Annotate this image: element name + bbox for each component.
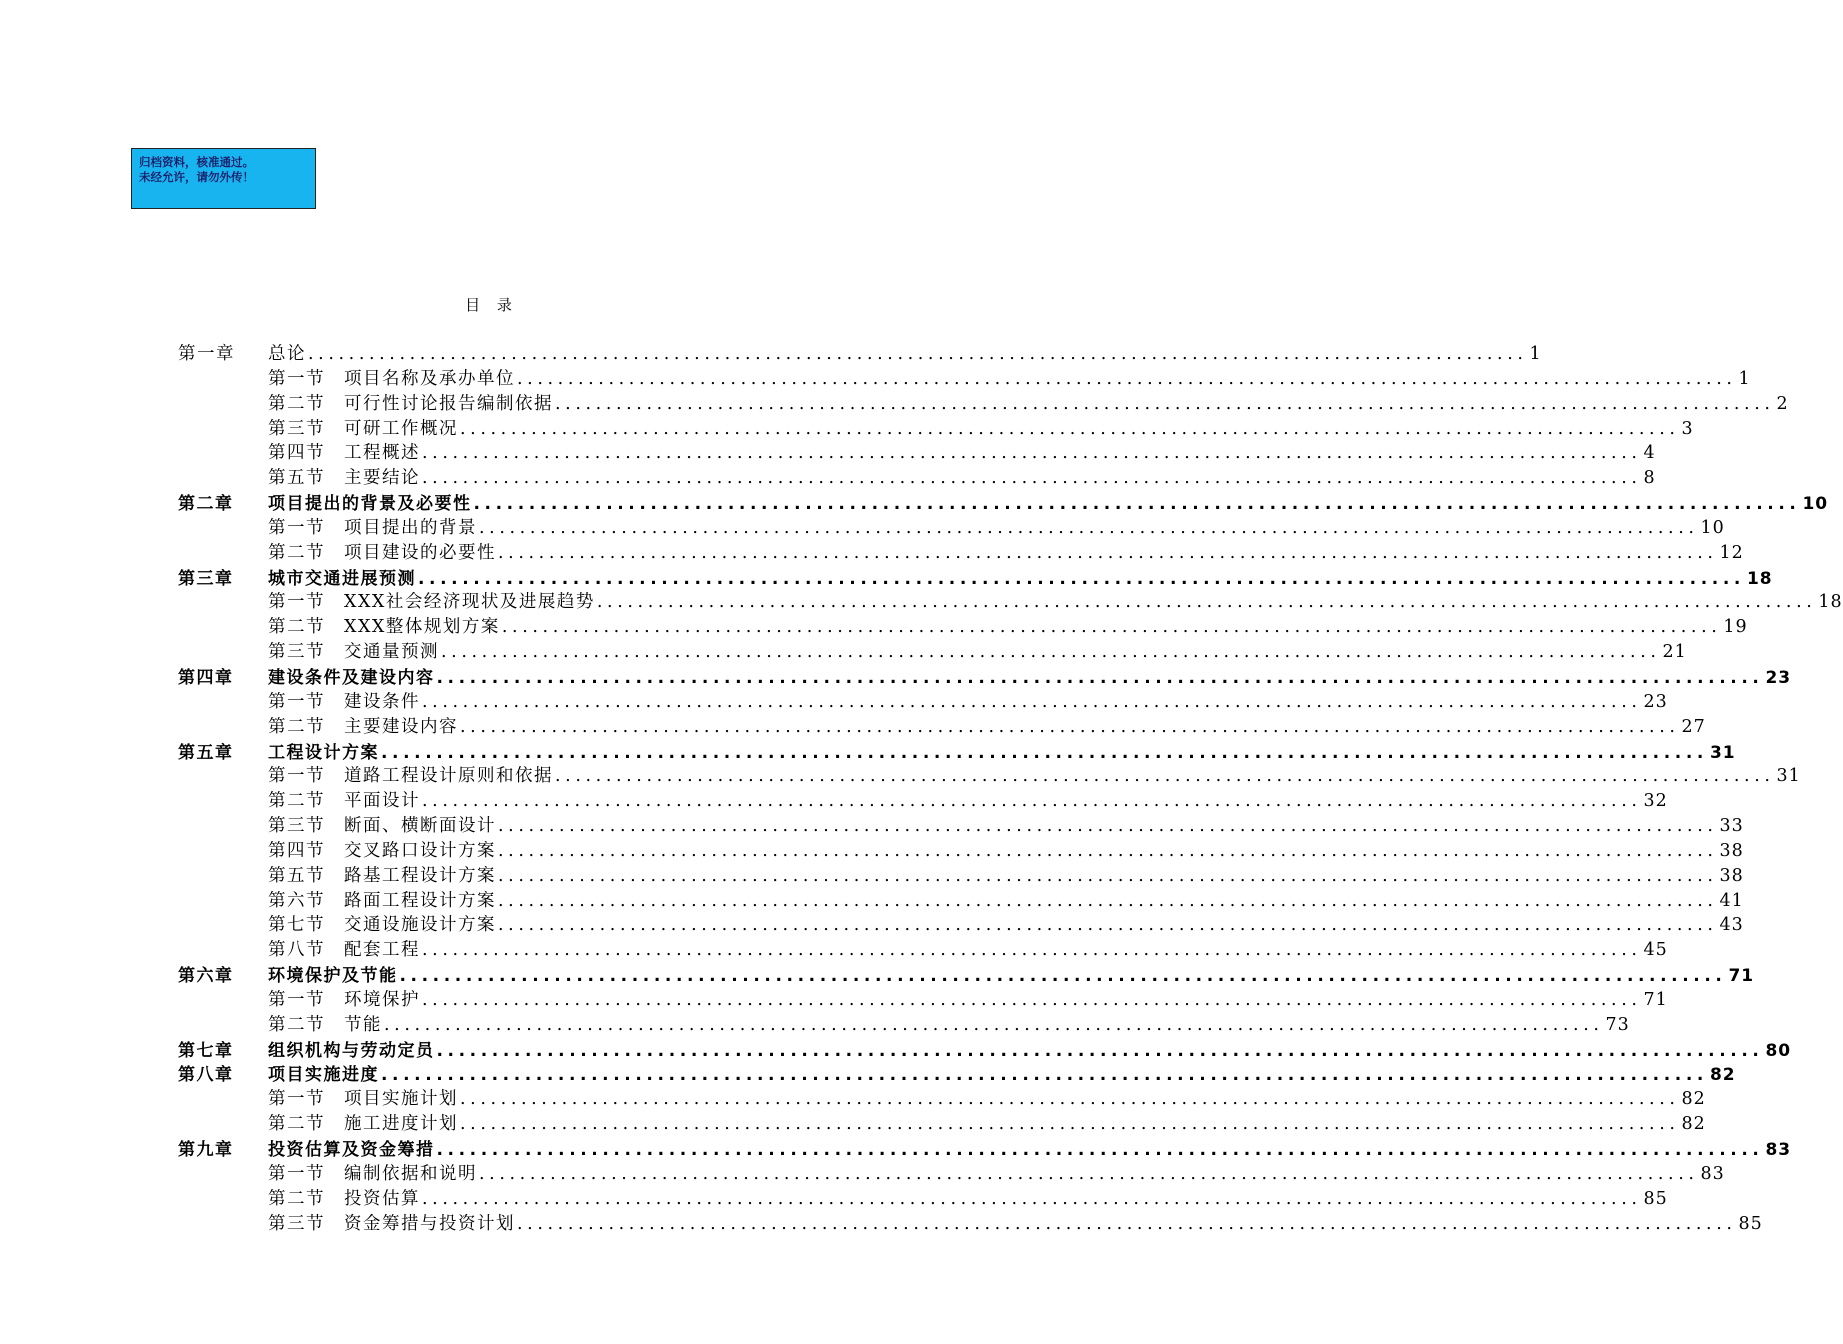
toc-section-entry[interactable] [178,1110,1706,1135]
toc-entry-title: 编制依据和说明 [344,1163,477,1184]
toc-entry-page: 85 [1738,1213,1763,1234]
toc-leader-dots: ........................................................................................................................ [498,840,1718,861]
toc-leader-dots: ........................................................................................................................ [436,667,1764,688]
toc-entry-page: 27 [1681,716,1706,737]
toc-entry-number: 第二节 [268,1114,325,1135]
toc-entry-page: 23 [1643,691,1668,712]
toc-leader-dots: ........................................................................................................................ [517,1213,1737,1234]
toc-leader-dots: ........................................................................................................................ [498,890,1718,911]
toc-entry-number: 第三节 [268,1213,325,1234]
toc-entry-number: 第三节 [268,816,325,837]
toc-section-entry[interactable] [178,613,1748,638]
toc-title: 目 录 [465,296,518,314]
toc-leader-dots: ........................................................................................................................ [422,443,1642,464]
toc-leader-dots: ........................................................................................................................ [479,517,1699,538]
toc-entry-page: 82 [1681,1114,1706,1135]
toc-section-entry[interactable] [178,1160,1725,1185]
toc-entry-number: 第五章 [178,742,234,763]
toc-entry-page: 32 [1643,791,1668,812]
toc-entry-title: 主要结论 [344,468,420,489]
toc-entry-number: 第一章 [178,344,235,364]
toc-entry-page: 18 [1746,568,1773,589]
toc-leader-dots: ........................................................................................................................ [460,1089,1680,1110]
toc-entry-number: 第一节 [268,1089,325,1110]
toc-section-entry[interactable] [178,390,1789,415]
toc-leader-dots: ........................................................................................................................ [479,1163,1699,1184]
toc-entry-number: 第一节 [268,691,325,712]
toc-section-entry[interactable] [178,936,1668,961]
toc-chapter-entry[interactable] [178,961,1755,987]
toc-entry-number: 第八章 [178,1065,234,1086]
toc-leader-dots: ........................................................................................................................ [441,642,1661,663]
toc-entry-number: 第一节 [268,766,325,787]
toc-entry-page: 12 [1719,542,1744,563]
toc-entry-title: 平面设计 [344,791,420,812]
toc-entry-number: 第四节 [268,840,325,861]
toc-section-entry[interactable] [178,464,1656,489]
toc-entry-title: 项目提出的背景 [344,517,477,538]
toc-entry-number: 第七章 [178,1040,234,1061]
toc-leader-dots: ........................................................................................................................ [473,494,1801,515]
toc-entry-page: 23 [1765,667,1792,688]
toc-entry-page: 38 [1719,865,1744,886]
toc-entry-number: 第二节 [268,542,325,563]
toc-entry-page: 8 [1643,468,1656,489]
toc-entry-title: 建设条件及建设内容 [268,667,435,688]
toc-chapter-entry[interactable] [178,738,1736,763]
toc-leader-dots: ........................................................................................................................ [501,617,1722,638]
toc-chapter-entry[interactable] [178,1135,1792,1160]
toc-entry-number: 第八节 [268,940,325,961]
toc-entry-page: 82 [1709,1065,1736,1086]
toc-section-entry[interactable] [178,812,1744,837]
toc-entry-page: 83 [1765,1140,1792,1160]
toc-entry-title: 工程概述 [344,443,420,464]
toc-section-entry[interactable] [178,439,1656,464]
toc-entry-number: 第九章 [178,1140,234,1160]
toc-entry-number: 第六章 [178,966,234,987]
toc-entry-title: 组织机构与劳动定员 [268,1040,435,1061]
toc-entry-number: 第一节 [268,517,325,538]
watermark-stamp [131,148,316,209]
toc-entry-page: 18 [1818,592,1843,613]
toc-section-entry[interactable] [178,588,1843,613]
toc-entry-page: 85 [1643,1188,1668,1209]
toc-entry-page: 71 [1728,966,1755,987]
toc-entry-title: 节能 [344,1014,382,1035]
toc-entry-page: 10 [1802,494,1829,515]
toc-chapter-entry[interactable] [178,489,1829,515]
toc-entry-page: 33 [1719,816,1744,837]
toc-entry-number: 第五节 [268,865,325,886]
toc-entry-title: 可研工作概况 [344,418,458,439]
toc-entry-page: 2 [1776,393,1789,414]
toc-entry-page: 10 [1700,517,1725,538]
toc-leader-dots: ........................................................................................................................ [422,791,1642,812]
toc-entry-title: 资金筹措与投资计划 [344,1213,515,1234]
toc-entry-number: 第六节 [268,890,325,911]
toc-entry-page: 31 [1709,742,1736,763]
toc-entry-title: 交通量预测 [344,642,439,663]
toc-entry-number: 第四节 [268,443,325,464]
toc-leader-dots: ........................................................................................................................ [399,966,1727,987]
toc-entry-title: 总论 [268,344,306,364]
toc-leader-dots: ........................................................................................................................ [498,816,1718,837]
toc-leader-dots: ........................................................................................................................ [381,742,1708,763]
toc-entry-number: 第一节 [268,1163,325,1184]
toc-section-entry[interactable] [178,1011,1630,1036]
toc-entry-page: 83 [1700,1163,1725,1184]
toc-leader-dots: ........................................................................................................................ [422,940,1642,961]
toc-entry-title: 可行性讨论报告编制依据 [344,393,553,414]
toc-entry-number: 第一节 [268,368,325,389]
toc-entry-title: XXX社会经济现状及进展趋势 [344,592,595,613]
toc-entry-title: 项目实施计划 [344,1089,458,1110]
toc-entry-title: 施工进度计划 [344,1114,458,1135]
toc-entry-number: 第四章 [178,667,234,688]
toc-entry-page: 31 [1776,766,1801,787]
toc-section-entry[interactable] [178,887,1744,912]
toc-section-entry[interactable] [178,787,1668,812]
toc-entry-title: 项目实施进度 [268,1065,379,1086]
toc-leader-dots: ........................................................................................................................ [384,1014,1604,1035]
toc-section-entry[interactable] [178,688,1668,713]
toc-leader-dots: ........................................................................................................................ [436,1140,1764,1160]
toc-section-entry[interactable] [178,1085,1706,1110]
toc-section-entry[interactable] [178,713,1706,738]
toc-entry-page: 41 [1719,890,1744,911]
toc-section-entry[interactable] [178,1210,1763,1235]
toc-entry-title: 投资估算 [344,1188,420,1209]
toc-leader-dots: ........................................................................................................................ [460,418,1680,439]
toc-leader-dots: ........................................................................................................................ [381,1065,1708,1086]
toc-leader-dots: ........................................................................................................................ [498,542,1718,563]
toc-entry-page: 73 [1605,1014,1630,1035]
toc-leader-dots: ........................................................................................................................ [308,344,1528,364]
table-of-contents [178,340,1843,1234]
toc-entry-number: 第二节 [268,716,325,737]
toc-section-entry[interactable] [178,986,1668,1011]
toc-entry-title: 项目建设的必要性 [344,542,496,563]
toc-entry-page: 71 [1643,989,1668,1010]
toc-leader-dots: ........................................................................................................................ [422,989,1642,1010]
toc-entry-page: 19 [1723,617,1748,638]
toc-entry-number: 第三节 [268,642,325,663]
toc-entry-title: 断面、横断面设计 [344,816,496,837]
toc-entry-number: 第二节 [268,1014,325,1035]
toc-entry-number: 第一节 [268,592,325,613]
toc-entry-number: 第二节 [268,1188,325,1209]
toc-entry-page: 43 [1719,915,1744,936]
toc-chapter-entry[interactable] [178,564,1773,589]
toc-section-entry[interactable] [178,539,1744,564]
toc-entry-number: 第二节 [268,393,325,414]
toc-entry-title: 城市交通进展预测 [268,568,416,589]
toc-leader-dots: ........................................................................................................................ [460,716,1680,737]
toc-entry-number: 第一节 [268,989,325,1010]
toc-section-entry[interactable] [178,837,1744,862]
toc-leader-dots: ........................................................................................................................ [498,915,1718,936]
toc-leader-dots: ........................................................................................................................ [555,393,1775,414]
stamp-line-1: 归档资料，核准通过。 [139,155,254,169]
toc-entry-title: 交通设施设计方案 [344,915,496,936]
toc-leader-dots: ........................................................................................................................ [498,865,1718,886]
toc-entry-number: 第三节 [268,418,325,439]
toc-entry-number: 第五节 [268,468,325,489]
toc-entry-title: 投资估算及资金筹措 [268,1140,435,1160]
toc-leader-dots: ........................................................................................................................ [422,468,1642,489]
toc-chapter-entry[interactable] [178,340,1542,365]
toc-entry-page: 80 [1765,1040,1792,1061]
toc-entry-number: 第二节 [268,617,325,638]
toc-chapter-entry[interactable] [178,1060,1736,1086]
toc-entry-title: 道路工程设计原则和依据 [344,766,553,787]
toc-entry-title: 项目提出的背景及必要性 [268,494,472,515]
toc-entry-number: 第七节 [268,915,325,936]
toc-chapter-entry[interactable] [178,663,1792,688]
toc-leader-dots: ........................................................................................................................ [555,766,1775,787]
toc-section-entry[interactable] [178,911,1744,936]
toc-entry-title: 交叉路口设计方案 [344,840,496,861]
toc-entry-page: 4 [1643,443,1656,464]
toc-entry-title: 建设条件 [344,691,420,712]
toc-section-entry[interactable] [178,862,1744,887]
toc-leader-dots: ........................................................................................................................ [460,1114,1680,1135]
toc-entry-page: 38 [1719,840,1744,861]
toc-entry-page: 82 [1681,1089,1706,1110]
toc-chapter-entry[interactable] [178,1036,1792,1061]
toc-section-entry[interactable] [178,365,1751,390]
toc-section-entry[interactable] [178,638,1687,663]
toc-entry-title: XXX整体规划方案 [344,617,500,638]
toc-entry-title: 路面工程设计方案 [344,890,496,911]
toc-leader-dots: ........................................................................................................................ [422,1188,1642,1209]
toc-entry-page: 1 [1529,344,1542,364]
toc-section-entry[interactable] [178,762,1801,787]
toc-entry-number: 第二节 [268,791,325,812]
toc-leader-dots: ........................................................................................................................ [422,691,1642,712]
toc-section-entry[interactable] [178,1185,1668,1210]
toc-entry-number: 第三章 [178,568,234,589]
toc-entry-page: 1 [1738,368,1751,389]
toc-entry-title: 环境保护及节能 [268,966,398,987]
toc-leader-dots: ........................................................................................................................ [517,368,1737,389]
toc-entry-title: 工程设计方案 [268,742,379,763]
toc-entry-title: 环境保护 [344,989,420,1010]
toc-entry-page: 45 [1643,940,1668,961]
toc-entry-title: 配套工程 [344,940,420,961]
toc-entry-title: 主要建设内容 [344,716,458,737]
toc-entry-title: 路基工程设计方案 [344,865,496,886]
toc-leader-dots: ........................................................................................................................ [418,568,1745,589]
toc-section-entry[interactable] [178,415,1694,440]
toc-leader-dots: ........................................................................................................................ [436,1040,1764,1061]
toc-entry-title: 项目名称及承办单位 [344,368,515,389]
toc-entry-page: 21 [1662,642,1687,663]
toc-section-entry[interactable] [178,514,1725,539]
toc-entry-page: 3 [1681,418,1694,439]
toc-leader-dots: ........................................................................................................................ [596,592,1817,613]
toc-entry-number: 第二章 [178,494,234,515]
stamp-line-2: 未经允许，请勿外传！ [139,170,254,184]
